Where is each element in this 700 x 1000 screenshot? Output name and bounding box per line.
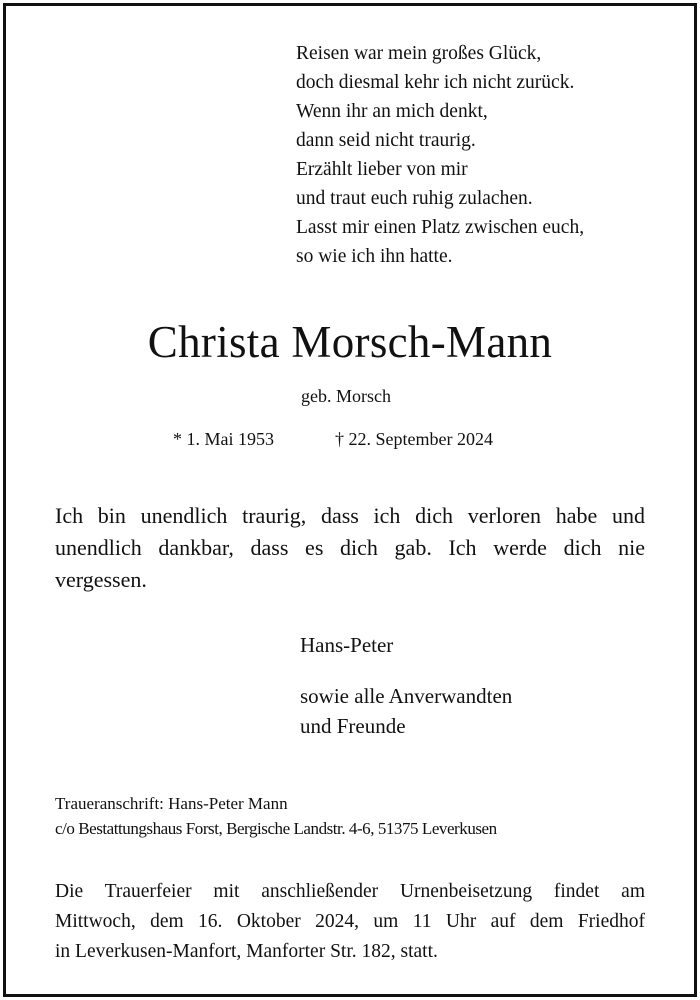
poem-line: so wie ich ihn hatte. — [296, 246, 453, 267]
service-line: Mittwoch, dem 16. Oktober 2024, um 11 Uhr auf dem Friedhof — [55, 911, 645, 932]
poem-line: doch diesmal kehr ich nicht zurück. — [296, 72, 575, 93]
poem-line: und traut euch ruhig zulachen. — [296, 188, 533, 209]
relatives — [300, 681, 512, 741]
address-line: c/o Bestattungshaus Forst, Bergische Landstr. 4-6, 51375 Leverkusen — [55, 819, 497, 838]
memorial-message — [55, 500, 645, 596]
service-line: Die Trauerfeier mit anschließender Urnenbeisetzung findet am — [55, 881, 645, 902]
message-line: vergessen. — [55, 567, 147, 592]
birth-date: * 1. Mai 1953 — [173, 429, 274, 449]
service-line: in Leverkusen-Manfort, Manforter Str. 182, statt. — [55, 941, 438, 962]
poem-line: Wenn ihr an mich denkt, — [296, 101, 488, 122]
message-line: Ich bin unendlich traurig, dass ich dich verloren habe und — [55, 503, 645, 528]
poem — [296, 39, 584, 271]
service-info — [55, 877, 645, 967]
mourning-address — [55, 791, 497, 841]
relatives-line: und Freunde — [300, 714, 406, 738]
deceased-name: Christa Morsch-Mann — [147, 317, 553, 367]
maiden-name: geb. Morsch — [301, 386, 391, 406]
signer-name: Hans-Peter — [300, 633, 394, 657]
poem-line: Reisen war mein großes Glück, — [296, 43, 542, 64]
relatives-line: sowie alle Anverwandten — [300, 684, 513, 708]
poem-line: Lasst mir einen Platz zwischen euch, — [296, 217, 585, 238]
poem-line: Erzählt lieber von mir — [296, 159, 468, 180]
message-line: unendlich dankbar, dass es dich gab. Ich werde dich nie — [55, 535, 645, 560]
address-line: Traueranschrift: Hans-Peter Mann — [55, 794, 288, 813]
poem-line: dann seid nicht traurig. — [296, 130, 476, 151]
death-date: † 22. September 2024 — [335, 429, 493, 449]
